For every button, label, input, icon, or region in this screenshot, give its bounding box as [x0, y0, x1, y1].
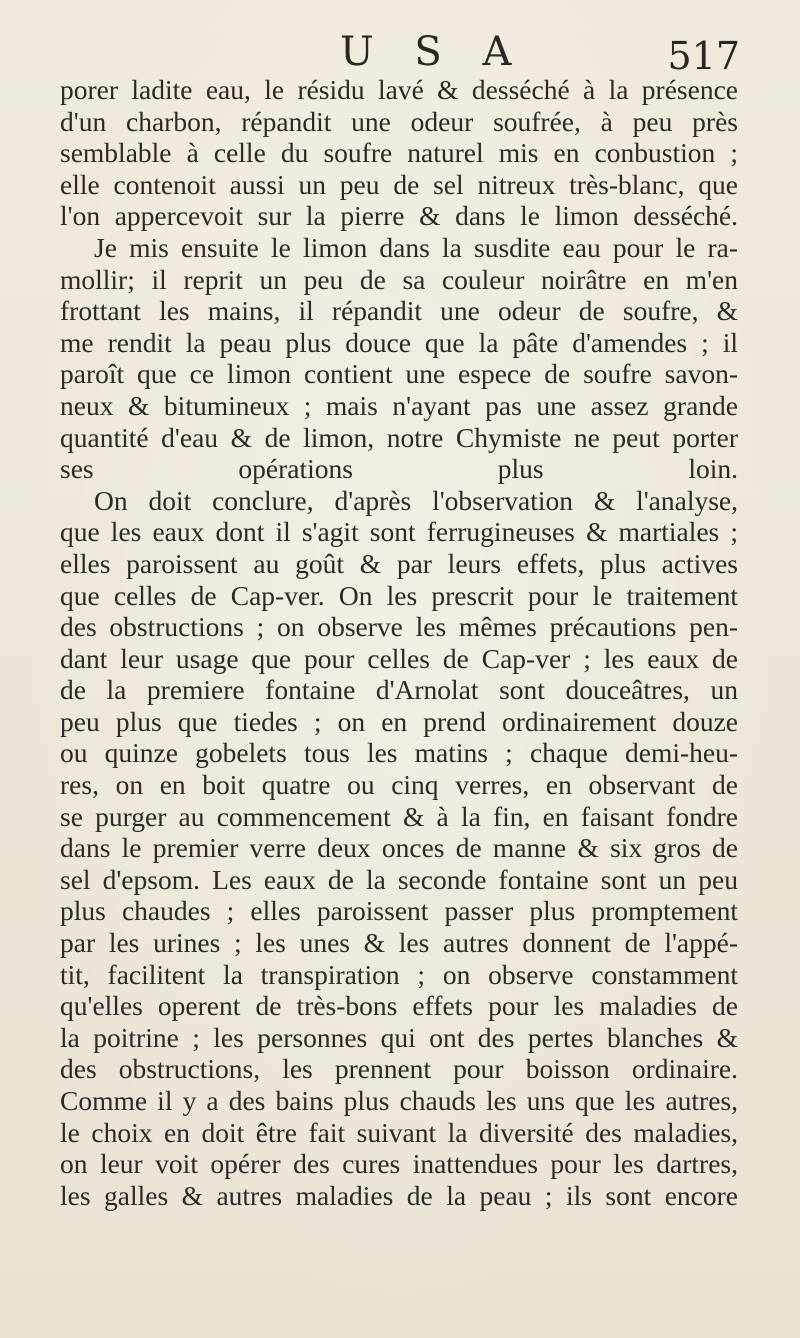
- text-line: porer ladite eau, le résidu lavé & desséché à la présence: [60, 74, 738, 105]
- running-head: [60, 26, 740, 78]
- text-line: neux & bitumineux ; mais n'ayant pas une assez grande: [60, 389, 738, 421]
- body-text: [60, 74, 738, 1211]
- text-line: tit, facilitent la transpiration ; on observe constamment: [60, 958, 738, 990]
- text-line: quantité d'eau & de limon, notre Chymiste ne peut porter: [60, 421, 738, 453]
- text-line: dans le premier verre deux onces de manne & six gros de: [60, 832, 738, 864]
- text-line: le choix en doit être fait suivant la diversité des maladies,: [60, 1116, 738, 1148]
- text-line: frottant les mains, il répandit une odeur de soufre, &: [60, 295, 738, 327]
- text-line: l'on appercevoit sur la pierre & dans le limon desséché.: [60, 200, 738, 232]
- text-line: Je mis ensuite le limon dans la susdite eau pour le ra-: [94, 231, 738, 263]
- page-number: 517: [667, 34, 740, 78]
- text-line: semblable à celle du soufre naturel mis en conbustion ;: [60, 137, 738, 169]
- text-line: Comme il y a des bains plus chauds les uns que les autres,: [60, 1085, 738, 1116]
- running-head-title: U S A: [340, 29, 526, 75]
- text-line: qu'elles operent de très-bons effets pour les maladies de: [60, 990, 738, 1022]
- text-line: mollir; il reprit un peu de sa couleur noirâtre en m'en: [60, 263, 738, 295]
- text-line: se purger au commencement & à la fin, en faisant fondre: [60, 800, 738, 832]
- text-line: paroît que ce limon contient une espece de soufre savon-: [60, 358, 738, 390]
- text-line: plus chaudes ; elles paroissent passer plus promptement: [60, 895, 738, 927]
- text-line: la poitrine ; les personnes qui ont des pertes blanches &: [60, 1021, 738, 1053]
- text-line: ses opérations plus loin.: [60, 453, 738, 485]
- text-line: d'un charbon, répandit une odeur soufrée, à peu près: [60, 105, 738, 137]
- text-line: que celles de Cap-ver. On les prescrit pour le traitement: [60, 579, 738, 611]
- text-line: par les urines ; les unes & les autres donnent de l'appé-: [60, 927, 738, 959]
- text-line: elle contenoit aussi un peu de sel nitreux très-blanc, que: [60, 168, 738, 200]
- text-line: dant leur usage que pour celles de Cap-ver ; les eaux de: [60, 642, 738, 674]
- text-line: peu plus que tiedes ; on en prend ordinairement douze: [60, 705, 738, 737]
- text-line: On doit conclure, d'après l'observation & l'analyse,: [94, 484, 738, 516]
- text-line: des obstructions, les prennent pour boisson ordinaire.: [60, 1053, 738, 1085]
- text-line: res, on en boit quatre ou cinq verres, en observant de: [60, 769, 738, 801]
- text-line: ou quinze gobelets tous les matins ; chaque demi-heu-: [60, 737, 738, 769]
- text-line: elles paroissent au goût & par leurs effets, plus actives: [60, 547, 738, 579]
- text-line: les galles & autres maladies de la peau ; ils sont encore: [60, 1179, 738, 1211]
- text-line: me rendit la peau plus douce que la pâte d'amendes ; il: [60, 326, 738, 358]
- text-line: on leur voit opérer des cures inattendues pour les dartres,: [60, 1148, 738, 1180]
- text-line: sel d'epsom. Les eaux de la seconde fontaine sont un peu: [60, 863, 738, 895]
- text-line: que les eaux dont il s'agit sont ferrugineuses & martiales ;: [60, 516, 738, 548]
- text-line: des obstructions ; on observe les mêmes précautions pen-: [60, 611, 738, 643]
- text-line: de la premiere fontaine d'Arnolat sont douceâtres, un: [60, 674, 738, 706]
